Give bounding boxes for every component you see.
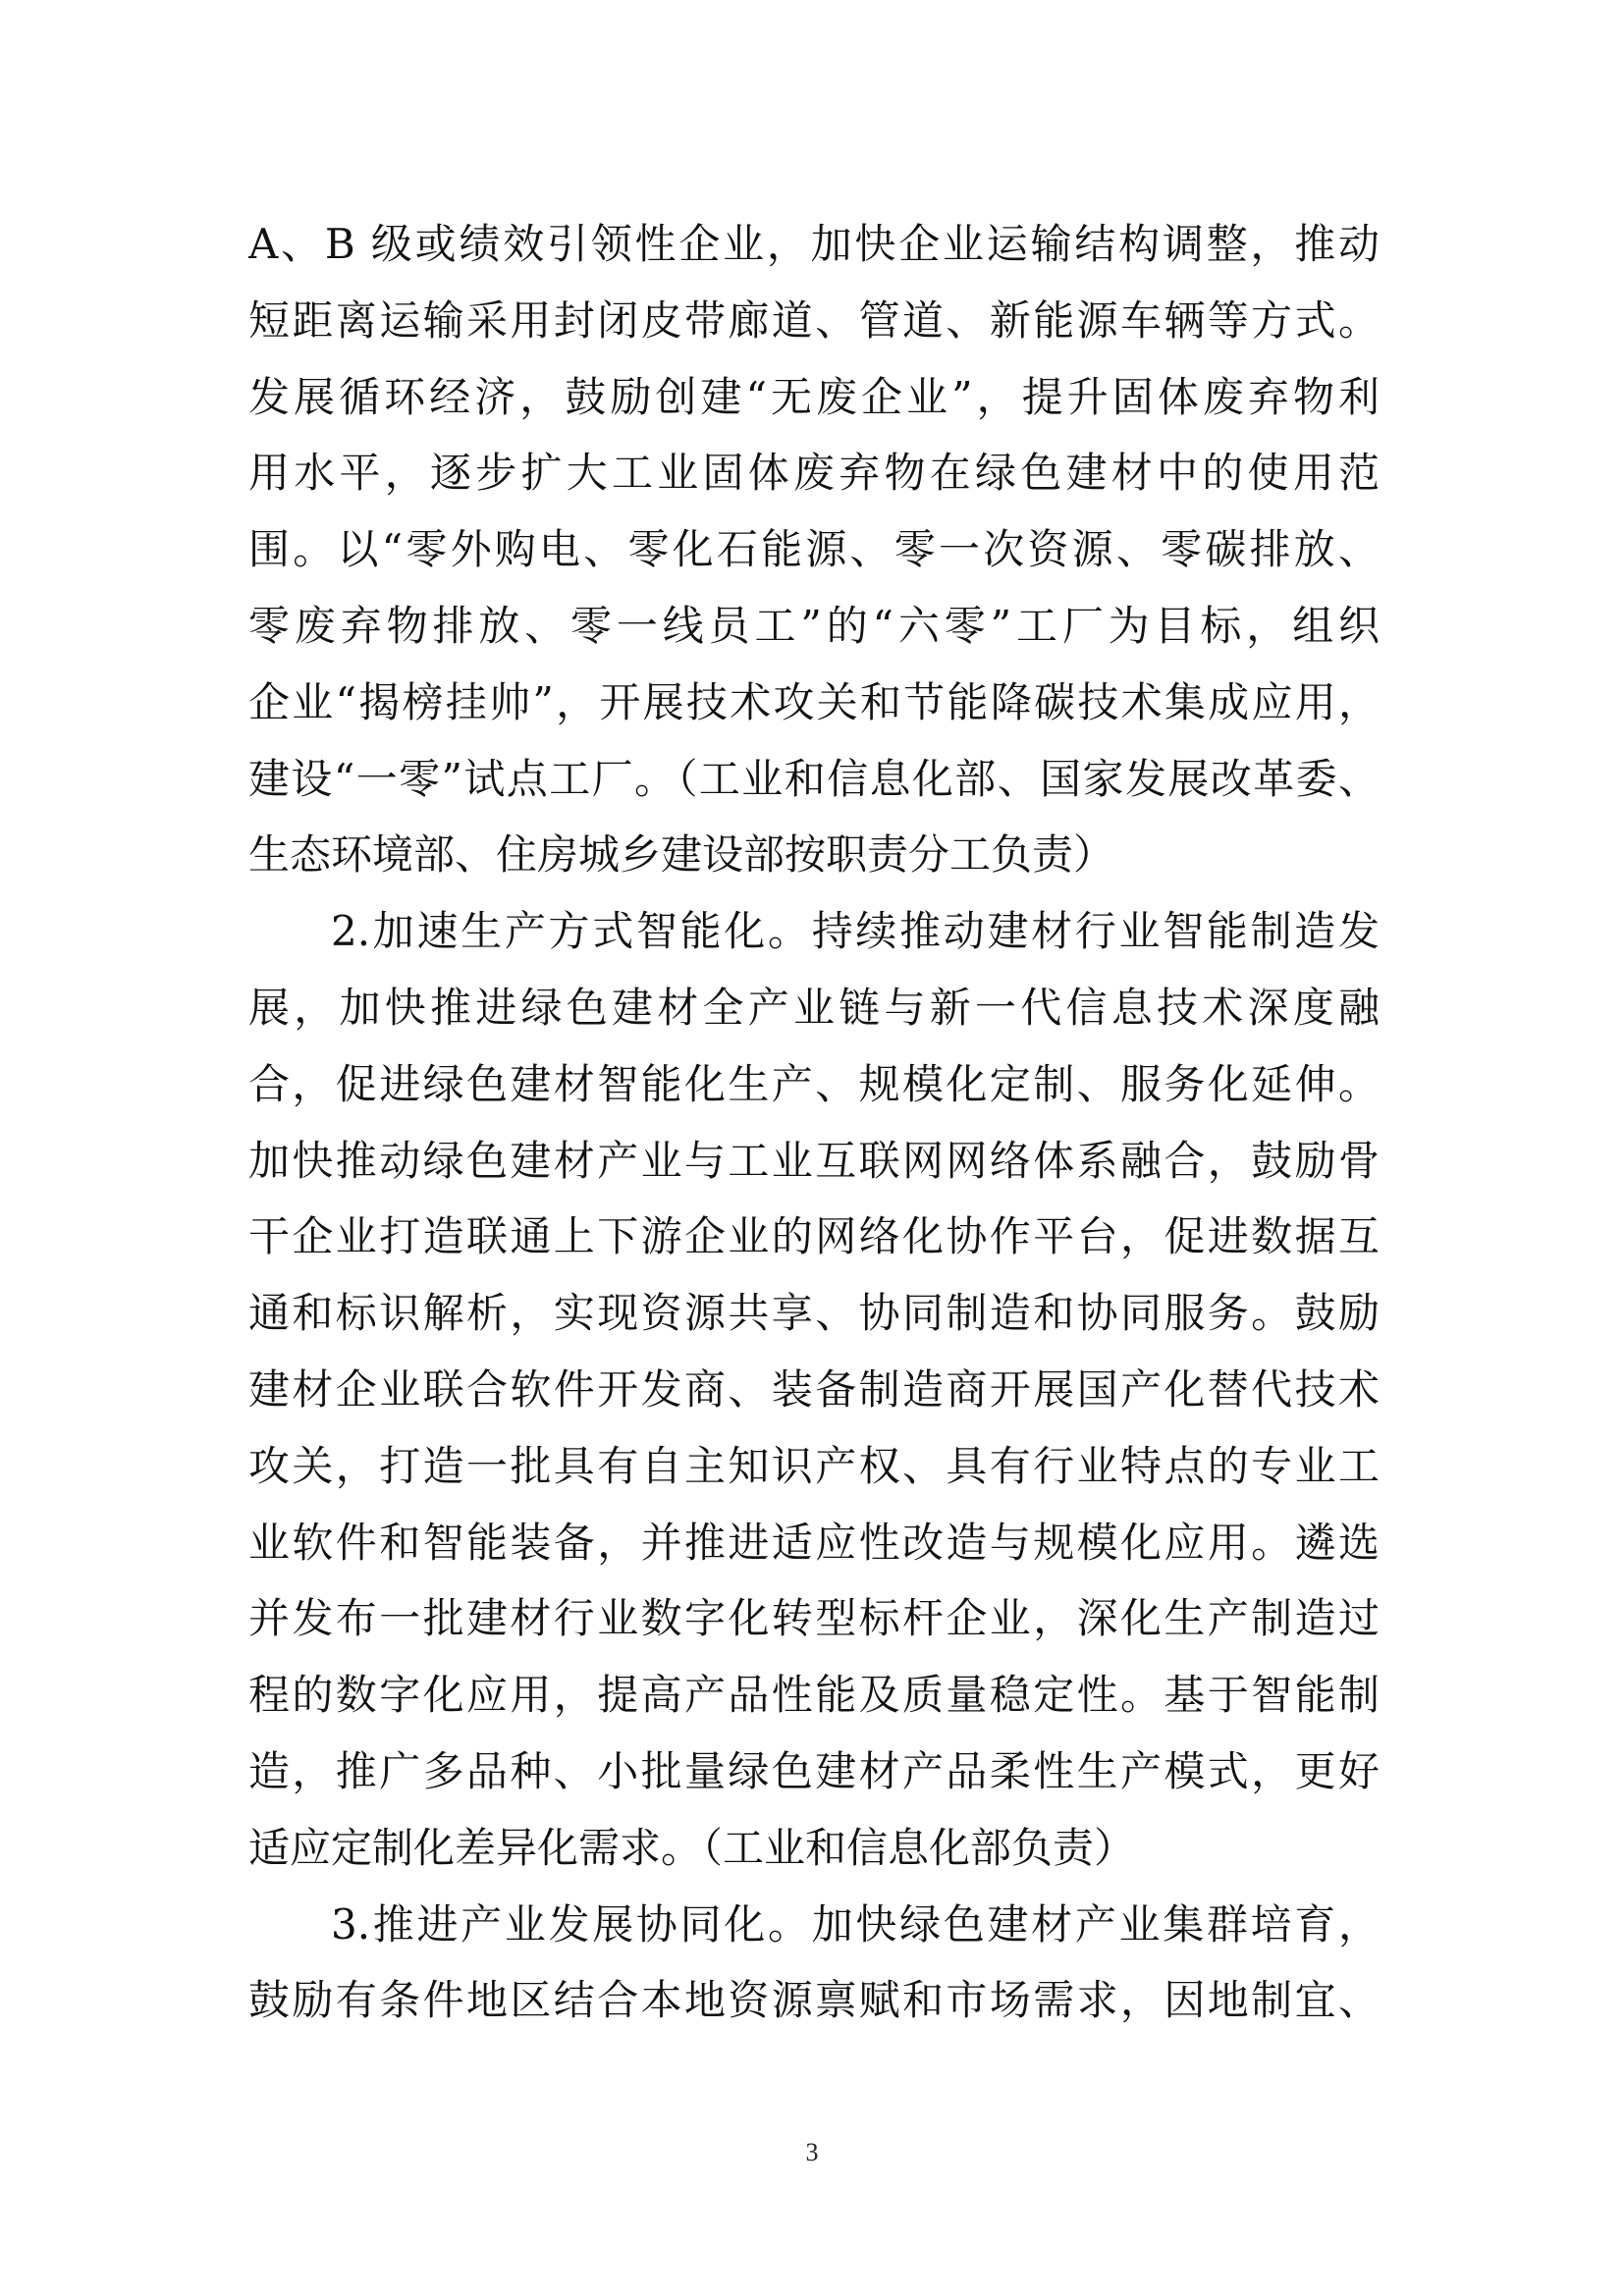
text-line: 建设“一零”试点工厂。（工业和信息化部、国家发展改革委、 bbox=[248, 754, 1380, 803]
text-line: 短距离运输采用封闭皮带廊道、管道、新能源车辆等方式。 bbox=[248, 295, 1380, 345]
text-line: 企业“揭榜挂帅”，开展技术攻关和节能降碳技术集成应用， bbox=[248, 677, 1380, 726]
text-line: 3.推进产业发展协同化。加快绿色建材产业集群培育， bbox=[331, 1899, 1380, 1949]
text-line: 造，推广多品种、小批量绿色建材产品柔性生产模式，更好 bbox=[248, 1746, 1380, 1795]
text-line: 干企业打造联通上下游企业的网络化协作平台，促进数据互 bbox=[248, 1212, 1380, 1261]
text-line: 2.加速生产方式智能化。持续推动建材行业智能制造发 bbox=[331, 907, 1380, 956]
text-line: 围。以“零外购电、零化石能源、零一次资源、零碳排放、 bbox=[248, 525, 1380, 574]
text-line: 业软件和智能装备，并推进适应性改造与规模化应用。遴选 bbox=[248, 1518, 1380, 1567]
text-line: 攻关，打造一批具有自主知识产权、具有行业特点的专业工 bbox=[248, 1441, 1380, 1490]
text-line: 并发布一批建材行业数字化转型标杆企业，深化生产制造过 bbox=[248, 1594, 1380, 1643]
text-line: 加快推动绿色建材产业与工业互联网网络体系融合，鼓励骨 bbox=[248, 1136, 1380, 1185]
text-line: 生态环境部、住房城乡建设部按职责分工负责） bbox=[248, 830, 1115, 880]
text-line: 零废弃物排放、零一线员工”的“六零”工厂为目标，组织 bbox=[248, 601, 1380, 650]
text-line: 展，加快推进绿色建材全产业链与新一代信息技术深度融 bbox=[248, 983, 1380, 1032]
text-line: A、B 级或绩效引领性企业，加快企业运输结构调整，推动 bbox=[248, 220, 1380, 268]
text-line: 适应定制化差异化需求。（工业和信息化部负责） bbox=[248, 1823, 1136, 1872]
text-line: 发展循环经济，鼓励创建“无废企业”，提升固体废弃物利 bbox=[248, 372, 1380, 421]
text-line: 鼓励有条件地区结合本地资源禀赋和市场需求，因地制宜、 bbox=[248, 1976, 1380, 2025]
text-line: 用水平，逐步扩大工业固体废弃物在绿色建材中的使用范 bbox=[248, 449, 1380, 498]
text-line: 通和标识解析，实现资源共享、协同制造和协同服务。鼓励 bbox=[248, 1289, 1380, 1338]
text-line: 程的数字化应用，提高产品性能及质量稳定性。基于智能制 bbox=[248, 1671, 1380, 1720]
page-number: 3 bbox=[805, 2138, 819, 2166]
body-text bbox=[248, 206, 1380, 2039]
text-line: 合，促进绿色建材智能化生产、规模化定制、服务化延伸。 bbox=[248, 1059, 1380, 1108]
text-line: 建材企业联合软件开发商、装备制造商开展国产化替代技术 bbox=[248, 1364, 1380, 1414]
